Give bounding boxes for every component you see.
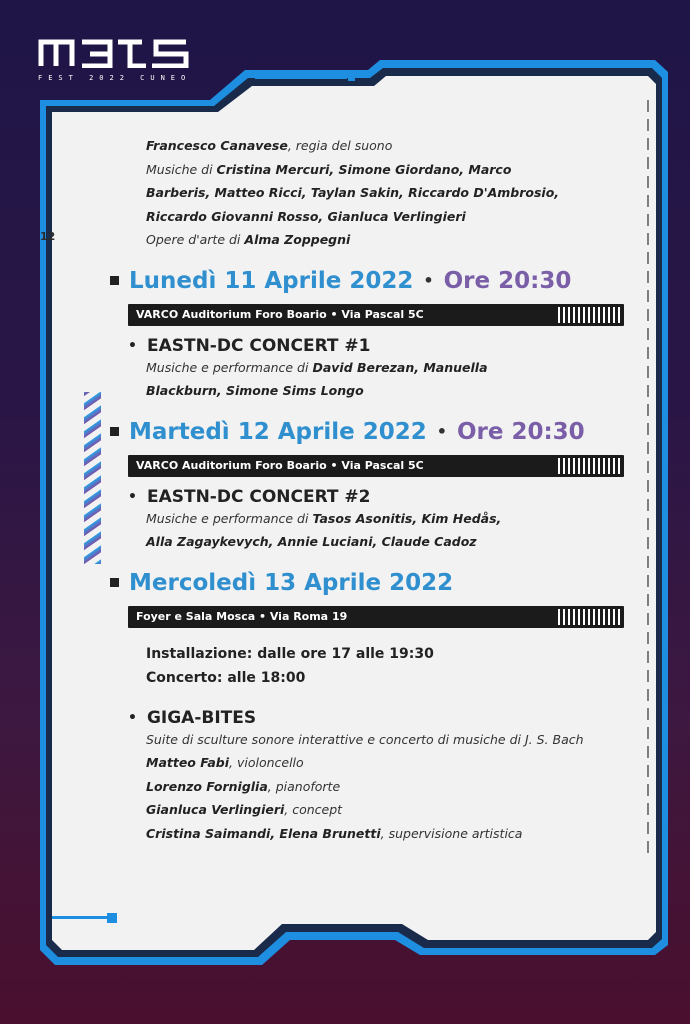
credit-role: , violoncello [229,755,304,770]
venue-label: Foyer e Sala Mosca • Via Roma 19 [136,609,348,623]
bullet-dot: • [128,709,137,726]
bottom-line-accent [52,916,107,919]
logo-subtitle: FEST 2022 CUNEO [38,74,192,82]
venue-bar [128,606,624,628]
left-striped-bar [84,392,101,564]
credit-names: Cristina Mercuri, Simone Giordano, Marco [216,161,512,177]
credit-name: Cristina Saimandi, Elena Brunetti [146,825,381,841]
desc-line [146,356,630,380]
square-bullet-icon [110,276,119,285]
logo-wordmark [38,38,190,68]
credit-line [146,798,630,822]
credit-role: , pianoforte [267,778,341,794]
logo [38,38,198,82]
desc-line [146,507,630,531]
credit-prefix: Opere d'arte di [146,232,245,247]
event-title: EASTN-DC CONCERT #1 [146,335,371,356]
credit-names: Riccardo Giovanni Rosso, Gianluca Verlingieri [146,208,466,224]
top-line-accent [255,76,347,79]
barcode-icon [558,458,620,474]
separator-dot: • [436,422,447,441]
concert-time: Concerto: alle 18:00 [146,669,306,686]
credit-name: Alma Zoppegni [244,232,351,247]
bullet-dot: • [128,488,137,505]
event-title: EASTN-DC CONCERT #2 [146,486,371,507]
bottom-square-accent [107,913,117,923]
desc-prefix: Musiche e performance di [146,359,313,375]
day-date: Martedì 12 Aprile 2022 [129,418,427,445]
day-time: Ore 20:30 [443,267,572,294]
event-title-row [128,487,630,507]
program-content [110,134,630,845]
square-bullet-icon [110,578,119,587]
credit-names: Barberis, Matteo Ricci, Taylan Sakin, Riccardo D'Ambrosio, [146,185,560,200]
credit-line [146,158,630,182]
event-description [146,356,630,403]
installation-times [146,642,630,690]
day-heading-1 [110,268,630,294]
credit-name: Matteo Fabi [146,755,230,770]
event-description [146,507,630,554]
desc-line [146,379,630,403]
desc-names: Blackburn, Simone Sims Longo [146,383,364,398]
day-heading-3 [110,570,630,596]
venue-bar [128,455,624,477]
venue-label: VARCO Auditorium Foro Boario • Via Pascal 5C [136,458,424,472]
credit-role: , supervisione artistica [380,825,523,841]
desc-prefix: Musiche e performance di [146,510,313,526]
credit-role: , regia del suono [287,138,393,153]
desc-line [146,530,630,554]
event-title-row [128,336,630,356]
credit-name: Gianluca Verlingieri [146,802,285,817]
day-date: Lunedì 11 Aprile 2022 [129,267,414,294]
credit-line [146,751,630,775]
desc-names: David Berezan, Manuella [312,359,488,375]
day-heading-2 [110,419,630,445]
event-title: GIGA-BITES [146,707,257,728]
credit-line [146,181,630,205]
credit-line [146,228,630,252]
installation-time: Installazione: dalle ore 17 alle 19:30 [146,645,434,662]
credit-line [146,822,630,846]
page-number: 12 [40,230,56,243]
credit-name: Lorenzo Forniglia [146,778,268,794]
credit-name: Francesco Canavese [146,138,288,153]
desc-line: Suite di sculture sonore interattive e concerto di musiche di J. S. Bach [146,731,584,747]
venue-bar [128,304,624,326]
day-date: Mercoledì 13 Aprile 2022 [129,569,454,596]
separator-dot: • [423,271,434,290]
desc-names: Alla Zagaykevych, Annie Luciani, Claude Cadoz [146,534,477,549]
barcode-icon [558,307,620,323]
credit-prefix: Musiche di [146,161,217,177]
venue-label: VARCO Auditorium Foro Boario • Via Pascal 5C [136,307,424,321]
square-bullet-icon [110,427,119,436]
day-time: Ore 20:30 [456,418,585,445]
event-description [146,728,630,846]
event-title-row [128,708,630,728]
intro-credits [146,134,630,252]
credit-line [146,775,630,799]
top-square-accent [348,74,355,81]
credit-line [146,205,630,229]
bullet-dot: • [128,337,137,354]
credit-role: , concept [284,802,343,817]
desc-names: Tasos Asonitis, Kim Hedås, [312,510,502,526]
credit-line [146,134,630,158]
barcode-icon [558,609,620,625]
